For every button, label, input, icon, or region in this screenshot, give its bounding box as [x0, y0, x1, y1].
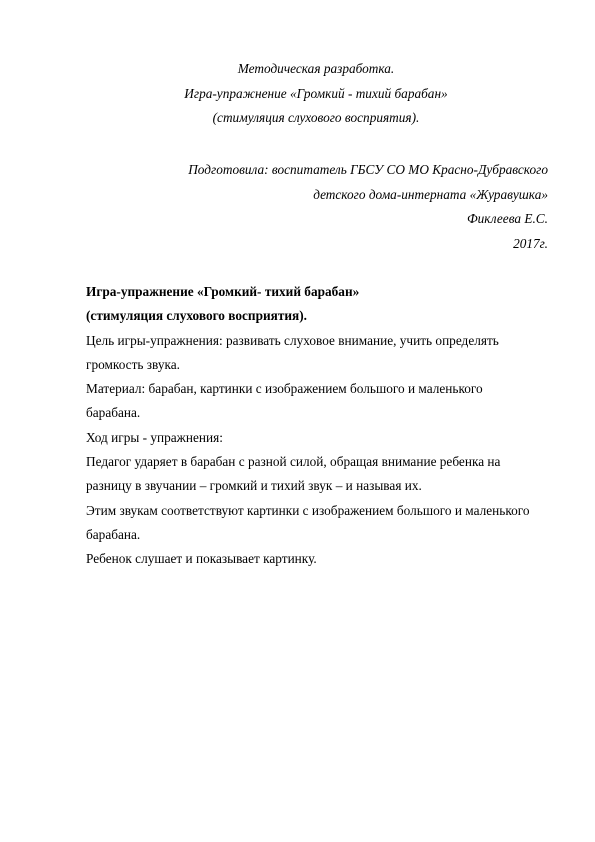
- body-title-2: (стимуляция слухового восприятия).: [86, 308, 307, 324]
- body-line: Ребенок слушает и показывает картинку.: [86, 551, 317, 567]
- header-line-3: (стимуляция слухового восприятия).: [212, 110, 420, 125]
- body-line: барабана.: [86, 405, 141, 421]
- body-line: барабана.: [86, 526, 141, 542]
- author-line-2: детского дома-интерната «Журавушка»: [313, 186, 548, 202]
- document-header: [86, 57, 546, 131]
- document-body: [86, 280, 548, 572]
- body-line: Ход игры - упражнения:: [86, 429, 223, 445]
- body-title-1: Игра-упражнение «Громкий- тихий барабан»: [86, 284, 360, 299]
- header-line-1: Методическая разработка.: [237, 61, 395, 76]
- header-line-2: Игра-упражнение «Громкий - тихий барабан»: [184, 85, 448, 101]
- body-line: Педагог ударяет в барабан с разной силой, обращая внимание ребенка на: [86, 454, 501, 470]
- body-line: разницу в звучании – громкий и тихий звук – и называя их.: [86, 478, 422, 494]
- body-line: Цель игры-упражнения: развивать слуховое внимание, учить определять: [86, 332, 499, 348]
- author-line-4: 2017г.: [513, 235, 548, 251]
- author-block: [86, 158, 548, 256]
- body-line: Материал: барабан, картинки с изображением большого и маленького: [86, 381, 483, 397]
- body-line: громкость звука.: [86, 356, 180, 372]
- author-line-1: Подготовила: воспитатель ГБСУ СО МО Красно-Дубравского: [188, 162, 548, 177]
- author-line-3: Фиклеева Е.С.: [466, 211, 548, 226]
- body-line: Этим звукам соответствуют картинки с изображением большого и маленького: [86, 502, 530, 518]
